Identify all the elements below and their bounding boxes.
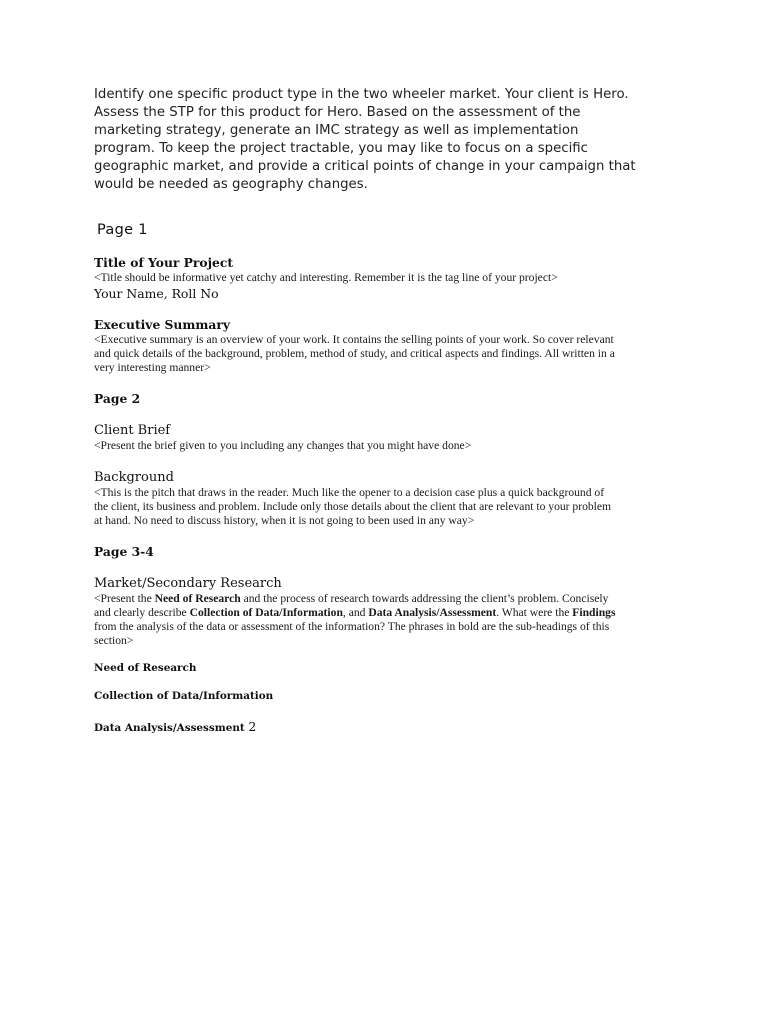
market-text: . What were the [496, 606, 573, 619]
executive-summary-text [94, 333, 684, 375]
title-section [94, 255, 684, 302]
market-research-section [94, 576, 684, 648]
intro-line: geographic market, and provide a critical points of change in your campaign that [94, 159, 636, 174]
subheading-need-of-research: Need of Research [94, 662, 197, 674]
title-note [94, 271, 684, 285]
market-research-heading: Market/Secondary Research [94, 576, 282, 591]
executive-summary-heading: Executive Summary [94, 317, 230, 332]
executive-summary-section [94, 317, 684, 375]
background-line: the client, its business and problem. Include only those details about the client that are relevant to your problem [94, 500, 612, 513]
bold-phrase: Need of Research [154, 592, 241, 605]
page-3-4-label: Page 3-4 [94, 544, 154, 559]
market-research-text [94, 592, 684, 648]
intro-line: program. To keep the project tractable, you may like to focus on a specific [94, 141, 588, 156]
assignment-intro [94, 86, 694, 194]
market-text: and clearly describe [94, 606, 190, 619]
market-text: , and [342, 606, 369, 619]
page-number: 2 [248, 719, 257, 734]
subheading-data-analysis [94, 719, 256, 734]
exec-line: <Executive summary is an overview of your work. It contains the selling points of your work. So cover relevant [94, 333, 614, 346]
market-line-1 [94, 592, 684, 606]
title-heading: Title of Your Project [94, 255, 234, 270]
market-line-4: section> [94, 634, 134, 647]
bold-phrase: Collection of Data/Information [189, 606, 343, 619]
intro-line: Identify one specific product type in the two wheeler market. Your client is Hero. [94, 87, 629, 102]
bold-phrase: Data Analysis/Assessment [368, 606, 497, 619]
page-2-label-wrap [94, 391, 684, 407]
intro-line: would be needed as geography changes. [94, 177, 368, 192]
background-line: <This is the pitch that draws in the reader. Much like the opener to a decision case plus a quick background of [94, 486, 605, 499]
bold-phrase: Findings [572, 606, 616, 619]
client-brief-note [94, 439, 684, 453]
market-text: <Present the [94, 592, 155, 605]
subheading-collection-of-data: Collection of Data/Information [94, 690, 274, 702]
market-line-3: from the analysis of the data or assessment of the information? The phrases in bold are the sub-headings of this [94, 620, 610, 633]
background-line: at hand. No need to discuss history, when it is not going to been used in any way> [94, 514, 475, 527]
client-note-text: <Present the brief given to you including any changes that you might have done> [94, 439, 472, 452]
background-section [94, 470, 684, 528]
exec-line: and quick details of the background, problem, method of study, and critical aspects and findings. All written in a [94, 347, 615, 360]
page-1-label: Page 1 [97, 222, 148, 238]
intro-line: Assess the STP for this product for Hero. Based on the assessment of the [94, 105, 581, 120]
market-line-2 [94, 606, 684, 620]
page-2-label: Page 2 [94, 391, 141, 406]
client-brief-section [94, 423, 684, 453]
client-brief-heading: Client Brief [94, 423, 171, 438]
intro-line: marketing strategy, generate an IMC strategy as well as implementation [94, 123, 579, 138]
background-heading: Background [94, 470, 174, 485]
title-note-text: <Title should be informative yet catchy and interesting. Remember it is the tag line of your project> [94, 271, 558, 284]
name-roll-line: Your Name, Roll No [94, 286, 219, 301]
page-3-4-label-wrap [94, 544, 684, 560]
data-analysis-text: Data Analysis/Assessment [94, 722, 245, 734]
market-text: and the process of research towards addressing the client’s problem. Concisely [240, 592, 609, 605]
exec-line: very interesting manner> [94, 361, 211, 374]
background-text [94, 486, 684, 528]
